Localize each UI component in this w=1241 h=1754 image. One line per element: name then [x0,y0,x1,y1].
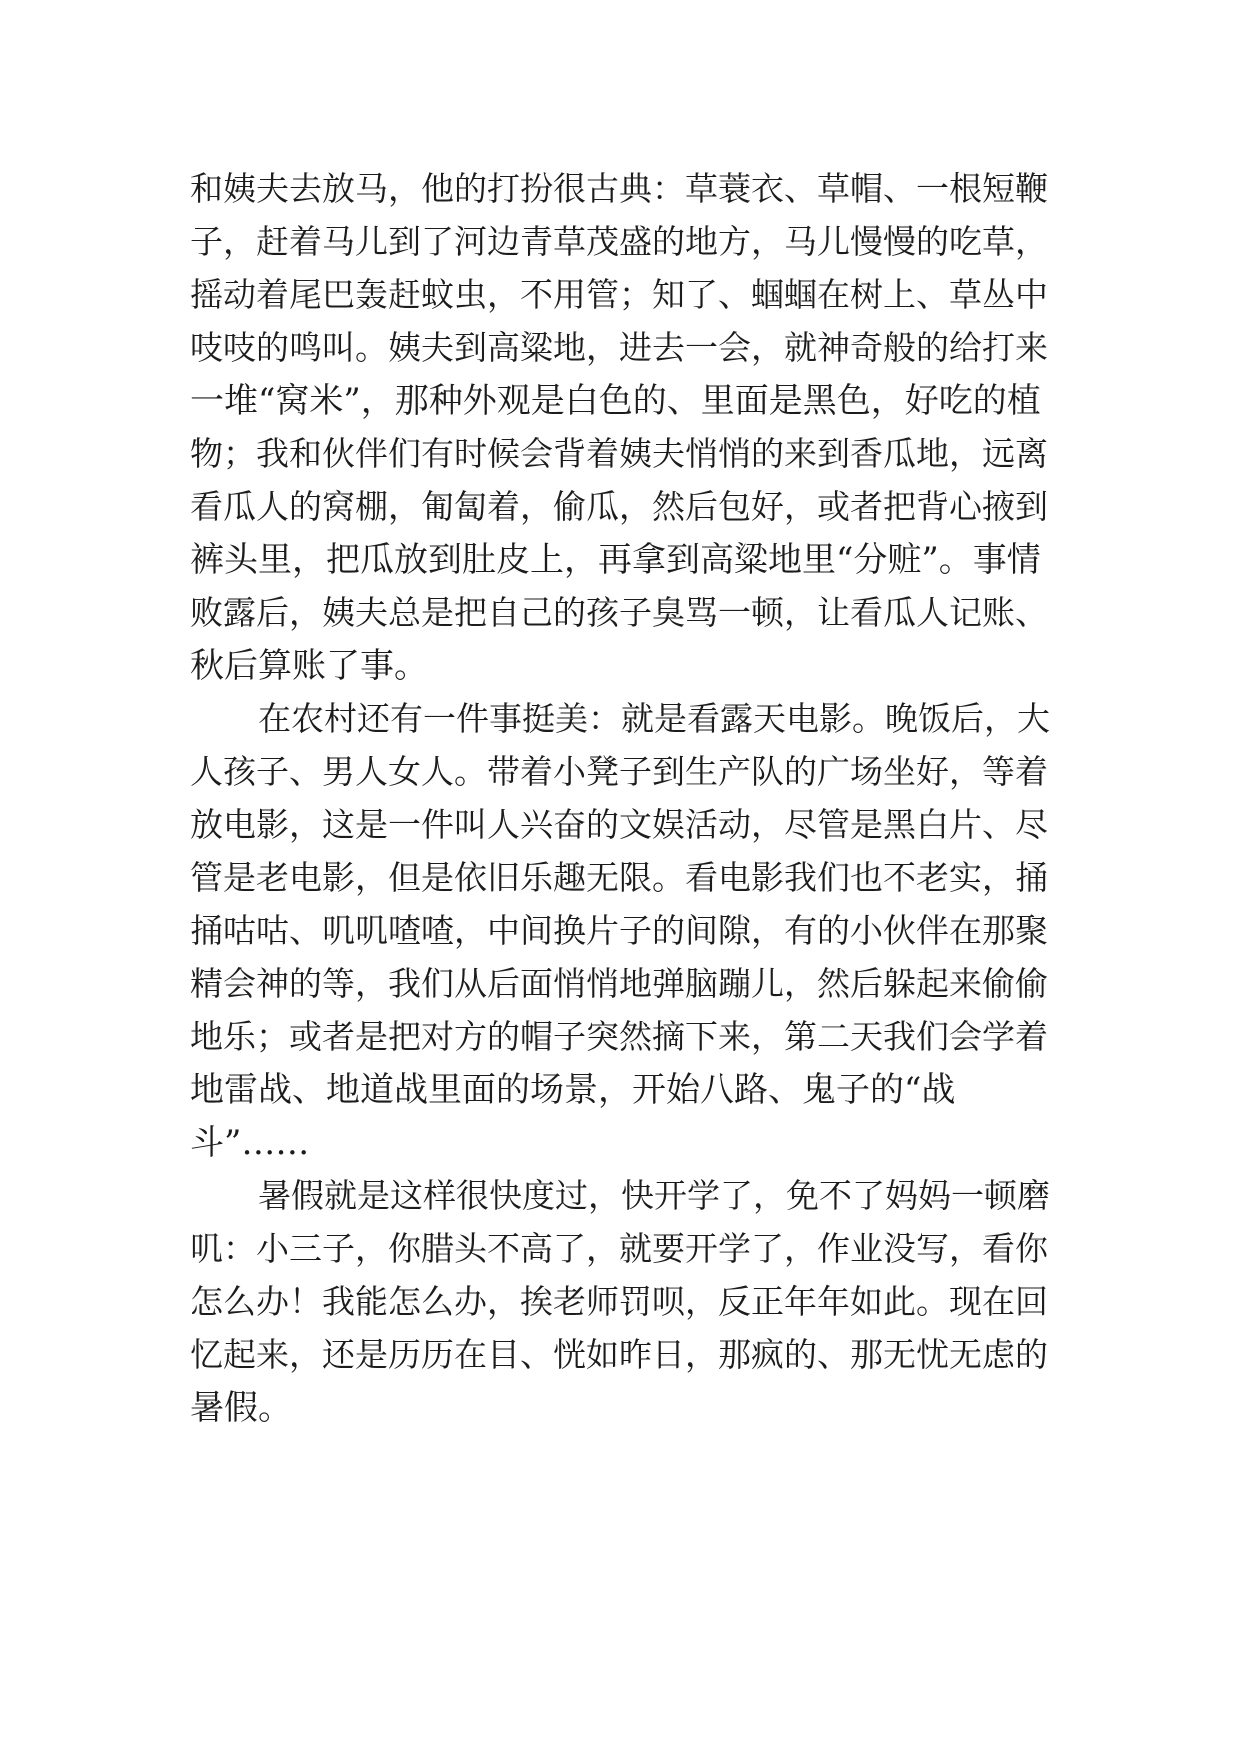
text-line: 败露后，姨夫总是把自己的孩子臭骂一顿，让看瓜人记账、 [190,593,1048,632]
text-line: 斗”…… [190,1123,310,1163]
text-line: 秋后算账了事。 [190,646,428,686]
paragraph-start-line: 暑假就是这样很快度过，快开学了，免不了妈妈一顿磨 [258,1176,1050,1215]
text-line: 地乐；或者是把对方的帽子突然摘下来，第二天我们会学着 [190,1017,1048,1056]
text-line: 地雷战、地道战里面的场景，开始八路、鬼子的“战 [190,1070,956,1110]
text-line: 子，赶着马儿到了河边青草茂盛的地方，马儿慢慢的吃草， [190,222,1048,261]
text-line: 精会神的等，我们从后面悄悄地弹脑蹦儿，然后躲起来偷偷 [190,964,1048,1003]
paragraph-start-line: 在农村还有一件事挺美：就是看露天电影。晚饭后，大 [258,699,1050,738]
text-line: 物；我和伙伴们有时候会背着姨夫悄悄的来到香瓜地，远离 [190,434,1048,473]
text-line: 裤头里，把瓜放到肚皮上，再拿到高粱地里“分赃”。事情 [190,540,1041,580]
text-line: 人孩子、男人女人。带着小凳子到生产队的广场坐好，等着 [190,752,1048,791]
text-line: 捅咕咕、叽叽喳喳，中间换片子的间隙，有的小伙伴在那聚 [190,911,1048,950]
text-line: 吱吱的鸣叫。姨夫到高粱地，进去一会，就神奇般的给打来 [190,328,1048,367]
text-line: 管是老电影，但是依旧乐趣无限。看电影我们也不老实，捅 [190,858,1048,897]
text-line: 暑假。 [190,1388,292,1428]
text-line: 摇动着尾巴轰赶蚊虫，不用管；知了、蝈蝈在树上、草丛中 [190,275,1048,314]
text-line: 和姨夫去放马，他的打扮很古典：草蓑衣、草帽、一根短鞭 [190,169,1048,208]
text-line: 叽：小三子，你腊头不高了，就要开学了，作业没写，看你 [190,1229,1048,1268]
text-line: 怎么办！我能怎么办，挨老师罚呗，反正年年如此。现在回 [190,1282,1048,1321]
text-line: 看瓜人的窝棚，匍匐着，偷瓜，然后包好，或者把背心掖到 [190,487,1048,526]
text-line: 一堆“窝米”，那种外观是白色的、里面是黑色，好吃的植 [190,381,1041,421]
text-line: 忆起来，还是历历在目、恍如昨日，那疯的、那无忧无虑的 [190,1335,1048,1374]
text-line: 放电影，这是一件叫人兴奋的文娱活动，尽管是黑白片、尽 [190,805,1048,844]
